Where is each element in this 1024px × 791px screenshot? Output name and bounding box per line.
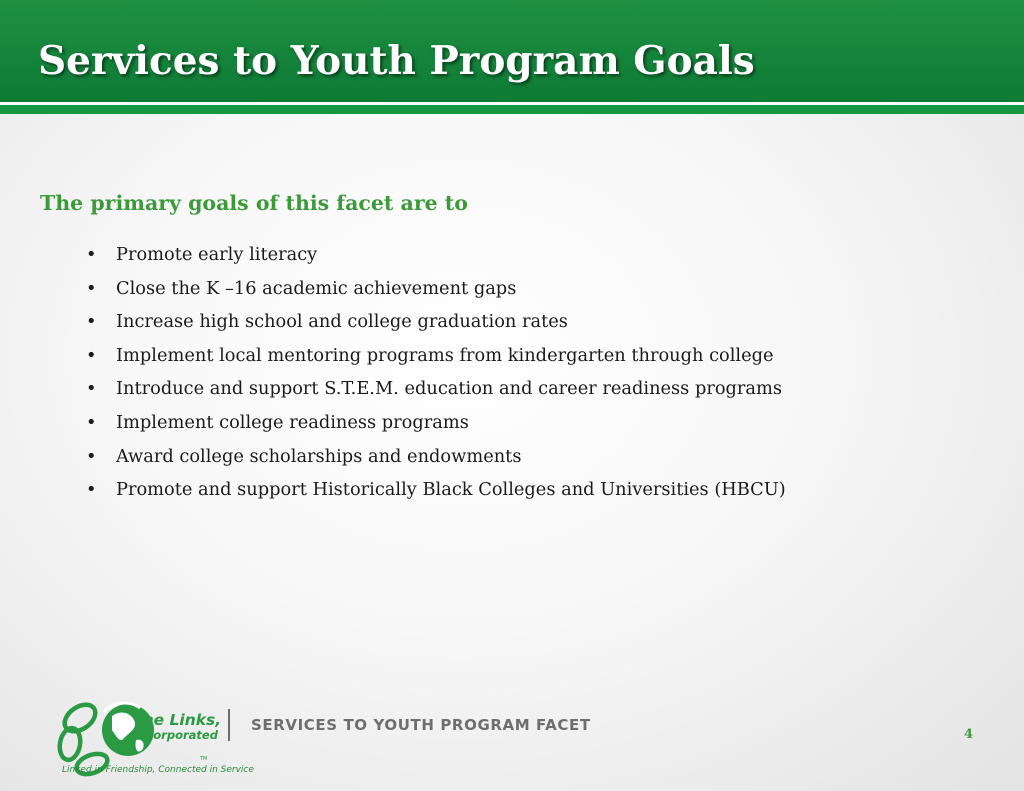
footer-divider <box>228 709 230 741</box>
logo-name-line1: The Links, <box>132 711 222 729</box>
bullet-icon: • <box>86 277 97 299</box>
list-item-text: Close the K –16 academic achievement gaps <box>116 277 517 299</box>
logo-tagline: Linked in Friendship, Connected in Service <box>62 765 254 775</box>
bullet-icon: • <box>86 344 97 366</box>
slide-subtitle: The primary goals of this facet are to <box>40 191 468 215</box>
list-item-text: Implement local mentoring programs from kindergarten through college <box>116 344 774 366</box>
slide-title: Services to Youth Program Goals <box>38 38 755 84</box>
logo-trademark: TM <box>200 756 208 762</box>
list-item-text: Increase high school and college graduation rates <box>116 311 568 333</box>
list-item-text: Promote and support Historically Black Colleges and Universities (HBCU) <box>116 479 786 501</box>
list-item-text: Implement college readiness programs <box>116 411 469 433</box>
page-number: 4 <box>964 727 974 742</box>
bullet-icon: • <box>86 479 97 501</box>
title-divider-green <box>0 105 1024 114</box>
bullet-icon: • <box>86 244 97 265</box>
bullet-icon: • <box>86 445 97 467</box>
list-item-text: Introduce and support S.T.E.M. education and career readiness programs <box>116 378 782 400</box>
logo-name-line2: Incorporated <box>134 728 218 742</box>
list-item-text: Award college scholarships and endowments <box>116 445 522 467</box>
list-item-text: Promote early literacy <box>116 244 318 265</box>
bullet-icon: • <box>86 311 97 333</box>
bullet-icon: • <box>86 411 97 433</box>
footer-facet-label: SERVICES TO YOUTH PROGRAM FACET <box>251 716 591 734</box>
bullet-icon: • <box>86 378 97 400</box>
